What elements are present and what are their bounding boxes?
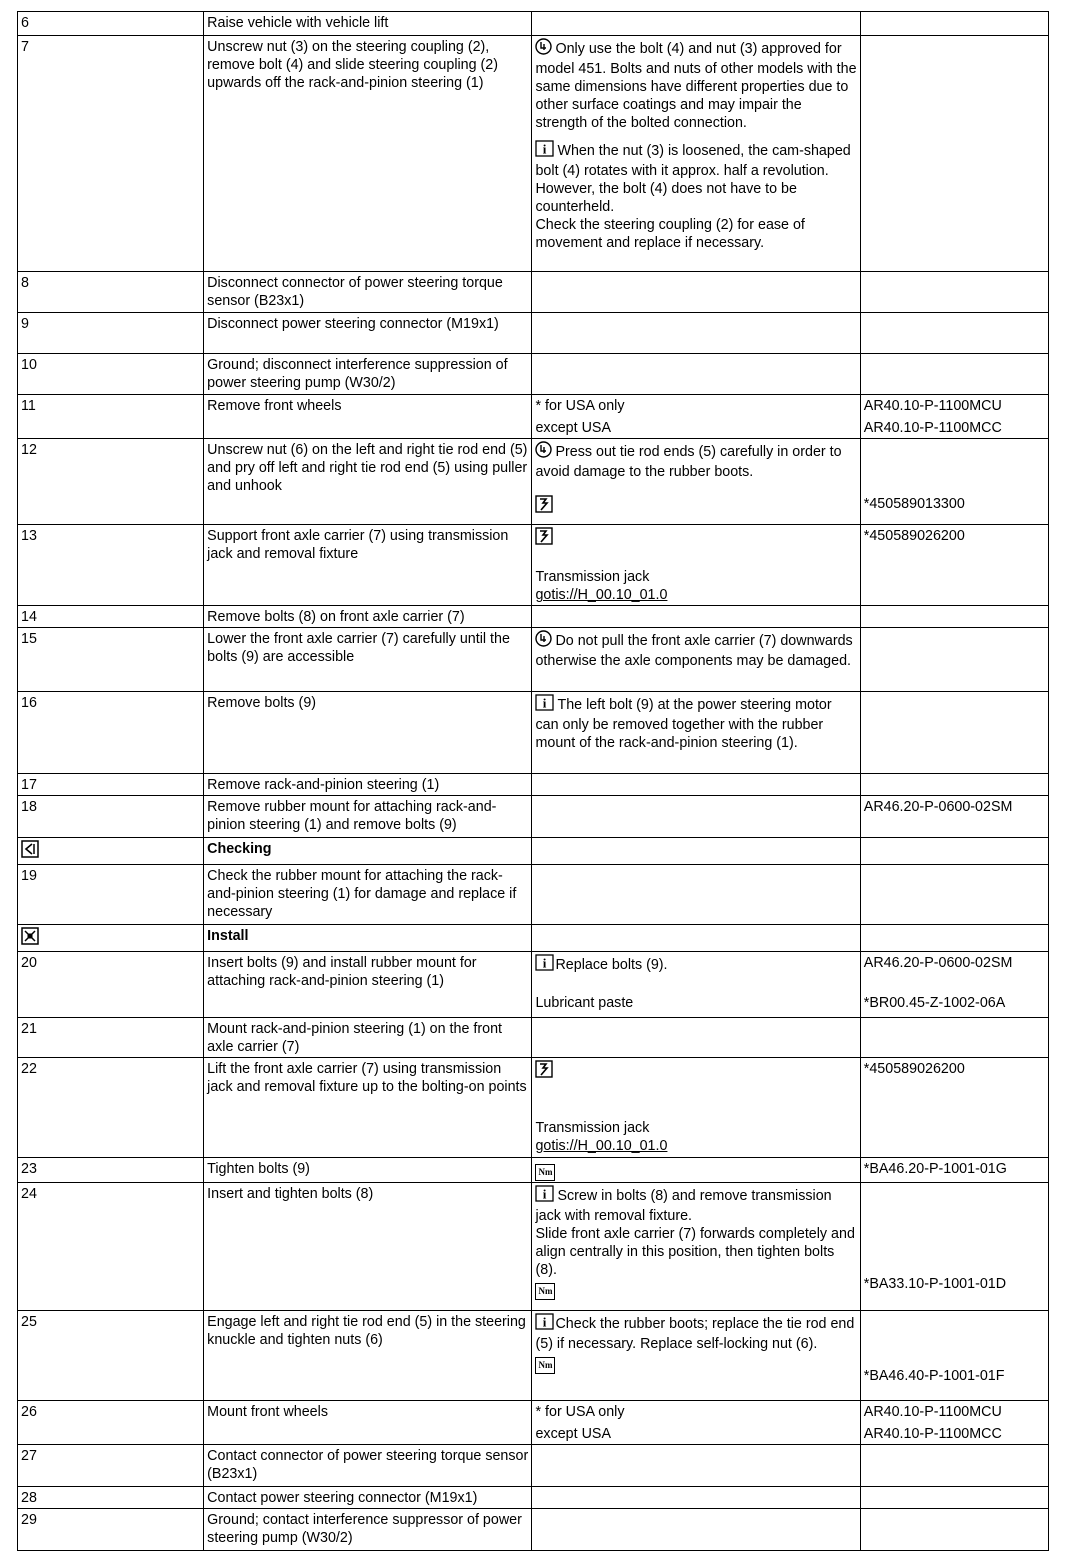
caution-icon [535,38,552,60]
step-notes [532,525,860,606]
checking-section-icon [21,840,39,863]
table-row [18,1058,1049,1158]
step-number: 29 [18,1509,204,1551]
step-number: 27 [18,1445,204,1487]
table-row [18,1183,1049,1311]
section-title: Checking [204,838,532,865]
note-text: except USA [535,1426,611,1442]
step-number: 11 [18,395,204,439]
torque-nm-icon: Nm [535,1283,555,1300]
table-row [18,1487,1049,1509]
caution-icon [535,630,552,652]
info-icon [535,1185,554,1207]
reference-link[interactable]: AR40.10-P-1100MCU [863,1404,1002,1420]
step-action: Ground; disconnect interference suppression of power steering pump (W30/2) [204,354,532,395]
step-notes [532,1183,860,1311]
step-notes [532,1401,860,1445]
note-text: Check the rubber boots; replace the tie rod end (5) if necessary. Replace self-locking nut (6). [535,1316,855,1352]
step-action: Insert and tighten bolts (8) [204,1183,532,1311]
reference-link[interactable]: *BR00.45-Z-1002-06A [863,995,1006,1011]
table-row [18,313,1049,354]
reference-link[interactable]: *BA33.10-P-1001-01D [863,1276,1007,1292]
step-action: Remove bolts (9) [204,692,532,774]
special-tool-icon [535,495,553,518]
step-action: Ground; contact interference suppressor of power steering pump (W30/2) [204,1509,532,1551]
step-action: Tighten bolts (9) [204,1158,532,1183]
step-notes [532,952,860,1018]
step-notes [532,1158,860,1183]
table-row [18,1158,1049,1183]
step-notes [532,628,860,692]
step-notes [532,1311,860,1401]
step-notes [532,395,860,439]
step-number: 28 [18,1487,204,1509]
table-row [18,12,1049,36]
step-action: Mount front wheels [204,1401,532,1445]
reference-link[interactable]: AR40.10-P-1100MCC [863,1426,1002,1442]
step-reference[interactable]: AR46.20-P-0600-02SM [860,796,1048,838]
step-notes [532,1058,860,1158]
step-action: Support front axle carrier (7) using transmission jack and removal fixture [204,525,532,606]
step-number: 9 [18,313,204,354]
step-action: Raise vehicle with vehicle lift [204,12,532,36]
note-text: Transmission jack [535,1120,650,1136]
step-action: Engage left and right tie rod end (5) in the steering knuckle and tighten nuts (6) [204,1311,532,1401]
note-text: Lubricant paste [535,995,634,1011]
note-text: Transmission jack [535,569,650,585]
note-text: except USA [535,420,611,436]
special-tool-icon [535,1060,553,1083]
step-action: Disconnect connector of power steering torque sensor (B23x1) [204,272,532,313]
step-notes [532,36,860,272]
step-reference [860,952,1048,1018]
step-reference [860,1183,1048,1311]
step-number: 13 [18,525,204,606]
step-number: 21 [18,1018,204,1058]
table-row [18,525,1049,606]
svg-text:i: i [543,695,547,711]
section-header-row [18,838,1049,865]
step-action: Mount rack-and-pinion steering (1) on the front axle carrier (7) [204,1018,532,1058]
info-icon [535,694,554,716]
svg-text:i: i [543,1186,547,1202]
note-text: Replace bolts (9). [555,957,668,973]
step-reference[interactable]: *450589026200 [860,525,1048,606]
table-row [18,439,1049,525]
section-title: Install [204,925,532,952]
step-reference[interactable]: *BA46.20-P-1001-01G [860,1158,1048,1183]
step-number: 24 [18,1183,204,1311]
table-row [18,628,1049,692]
table-row [18,36,1049,272]
note-text: Screw in bolts (8) and remove transmission jack with removal fixture. [535,1188,832,1224]
step-action: Disconnect power steering connector (M19x1) [204,313,532,354]
step-action: Contact connector of power steering torque sensor (B23x1) [204,1445,532,1487]
step-number: 23 [18,1158,204,1183]
step-number: 15 [18,628,204,692]
step-number: 20 [18,952,204,1018]
install-section-icon [21,927,39,950]
step-reference [860,395,1048,439]
note-text: When the nut (3) is loosened, the cam-shaped bolt (4) rotates with it approx. half a revolution. However, the bolt (4) does not have to be counterheld. [535,143,851,215]
table-row [18,1401,1049,1445]
note-text: * for USA only [535,398,625,414]
note-text: * for USA only [535,1404,625,1420]
step-action: Remove front wheels [204,395,532,439]
table-row [18,1509,1049,1551]
table-row [18,952,1049,1018]
step-number: 6 [18,12,204,36]
step-action: Check the rubber mount for attaching the rack-and-pinion steering (1) for damage and replace if necessary [204,865,532,925]
step-number: 18 [18,796,204,838]
svg-text:i: i [543,141,547,157]
step-action: Contact power steering connector (M19x1) [204,1487,532,1509]
info-icon [535,1313,554,1335]
step-number: 16 [18,692,204,774]
note-text: The left bolt (9) at the power steering motor can only be removed together with the rubber mount of the rack-and-pinion steering (1). [535,697,832,751]
step-action: Remove rubber mount for attaching rack-and-pinion steering (1) and remove bolts (9) [204,796,532,838]
reference-link[interactable]: *BA46.40-P-1001-01F [863,1368,1005,1384]
note-text: Do not pull the front axle carrier (7) downwards otherwise the axle components may be damaged. [535,633,853,669]
table-row [18,272,1049,313]
step-reference [860,1311,1048,1401]
step-action: Unscrew nut (3) on the steering coupling (2), remove bolt (4) and slide steering coupling (2) upwards off the rack-and-pinion steering (1) [204,36,532,272]
table-row [18,692,1049,774]
table-row [18,1018,1049,1058]
step-number: 8 [18,272,204,313]
step-notes [532,692,860,774]
step-action: Insert bolts (9) and install rubber mount for attaching rack-and-pinion steering (1) [204,952,532,1018]
reference-link[interactable]: gotis://H_00.10_01.0 [535,1138,668,1154]
table-row [18,774,1049,796]
step-reference [860,1401,1048,1445]
table-row [18,1311,1049,1401]
table-row [18,1445,1049,1487]
step-number: 7 [18,36,204,272]
svg-text:i: i [543,1314,547,1330]
torque-nm-icon: Nm [535,1357,555,1374]
table-row [18,354,1049,395]
step-number: 17 [18,774,204,796]
step-reference [860,439,1048,525]
step-action: Remove bolts (8) on front axle carrier (7) [204,606,532,628]
reference-link[interactable]: AR40.10-P-1100MCU [863,398,1002,414]
svg-text:i: i [543,955,547,971]
reference-link[interactable]: *450589013300 [863,496,965,512]
reference-link[interactable]: AR40.10-P-1100MCC [863,420,1002,436]
reference-link[interactable]: gotis://H_00.10_01.0 [535,587,668,603]
procedure-table [17,11,1049,1551]
note-text: Slide front axle carrier (7) forwards completely and align centrally in this position, then tighten bolts (8). [535,1226,855,1278]
step-action: Unscrew nut (6) on the left and right tie rod end (5) and pry off left and right tie rod end (5) using puller and unhook [204,439,532,525]
caution-icon [535,441,552,463]
table-row [18,865,1049,925]
step-number: 25 [18,1311,204,1401]
section-header-row [18,925,1049,952]
step-action: Lower the front axle carrier (7) carefully until the bolts (9) are accessible [204,628,532,692]
table-row [18,796,1049,838]
reference-link[interactable]: AR46.20-P-0600-02SM [863,955,1013,971]
step-number: 26 [18,1401,204,1445]
info-icon [535,954,554,976]
step-number: 10 [18,354,204,395]
table-row [18,395,1049,439]
special-tool-icon [535,527,553,550]
step-reference[interactable]: *450589026200 [860,1058,1048,1158]
step-action: Remove rack-and-pinion steering (1) [204,774,532,796]
step-number: 19 [18,865,204,925]
step-number: 22 [18,1058,204,1158]
note-text: Check the steering coupling (2) for ease of movement and replace if necessary. [535,217,805,251]
step-number: 12 [18,439,204,525]
note-text: Press out tie rod ends (5) carefully in order to avoid damage to the rubber boots. [535,444,842,480]
note-text: Only use the bolt (4) and nut (3) approved for model 451. Bolts and nuts of other models with the same dimensions have different properties due to other surface coatings and may impair the strength of the bolted connection. [535,41,857,131]
torque-nm-icon: Nm [535,1164,555,1181]
step-action: Lift the front axle carrier (7) using transmission jack and removal fixture up to the bolting-on points [204,1058,532,1158]
step-notes [532,439,860,525]
table-row [18,606,1049,628]
info-icon [535,140,554,162]
step-number: 14 [18,606,204,628]
